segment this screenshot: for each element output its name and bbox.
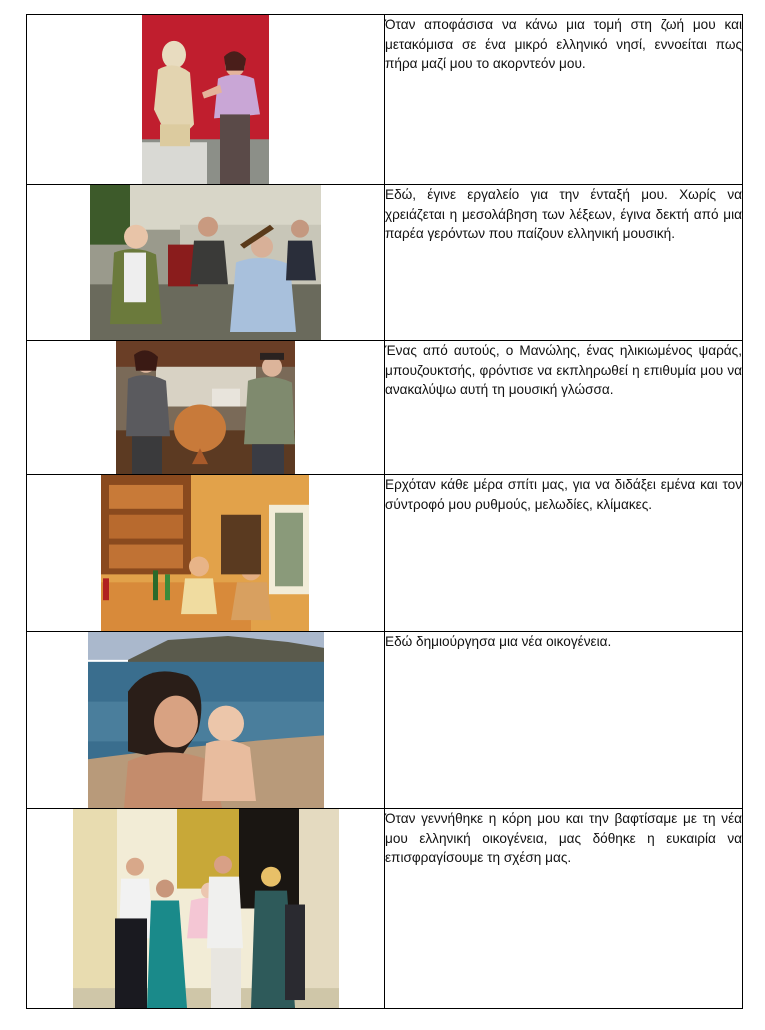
- photo-woman-with-statue: [142, 15, 269, 184]
- image-cell: [27, 809, 385, 1009]
- photo-baptism-family: [73, 809, 339, 1008]
- photo-story-table: [26, 14, 743, 1009]
- caption-cell: Όταν γεννήθηκε η κόρη μου και την βαφτίσαμε με τη νέα μου ελληνική οικογένεια, μας δόθηκε η ευκαιρία να επισφραγίσουμε τη σχέση μας.: [385, 809, 743, 1009]
- caption-cell: Εδώ, έγινε εργαλείο για την ένταξή μου. Χωρίς να χρειάζεται η μεσολάβηση των λέξεων, έγινα δεκτή από μια παρέα γερόντων που παίζουν ελληνική μουσική.: [385, 185, 743, 341]
- table-row: [27, 185, 743, 341]
- table-row: [27, 15, 743, 185]
- image-cell: [27, 341, 385, 475]
- photo-music-lesson-at-home: [101, 475, 309, 631]
- image-cell: [27, 185, 385, 341]
- image-cell: [27, 15, 385, 185]
- table-row: [27, 809, 743, 1009]
- table-row: [27, 341, 743, 475]
- image-cell: [27, 632, 385, 809]
- caption-cell: Όταν αποφάσισα να κάνω μια τομή στη ζωή μου και μετακόμισα σε ένα μικρό ελληνικό νησί, εννοείται πως πήρα μαζί μου το ακορντεόν μου.: [385, 15, 743, 185]
- photo-mother-and-baby-beach: [88, 632, 324, 808]
- image-cell: [27, 475, 385, 632]
- caption-cell: Ένας από αυτούς, ο Μανώλης, ένας ηλικιωμένος ψαράς, μπουζουκτσής, φρόντισε να εκπληρωθεί η επιθυμία μου να ανακαλύψω αυτή τη μουσική γλώσσα.: [385, 341, 743, 475]
- caption-cell: Ερχόταν κάθε μέρα σπίτι μας, για να διδάξει εμένα και τον σύντροφό μου ρυθμούς, μελωδίες, κλίμακες.: [385, 475, 743, 632]
- table-row: [27, 632, 743, 809]
- caption-cell: Εδώ δημιούργησα μια νέα οικογένεια.: [385, 632, 743, 809]
- photo-with-fisherman-and-fish: [116, 341, 295, 474]
- photo-elders-playing-music: [90, 185, 321, 340]
- table-row: [27, 475, 743, 632]
